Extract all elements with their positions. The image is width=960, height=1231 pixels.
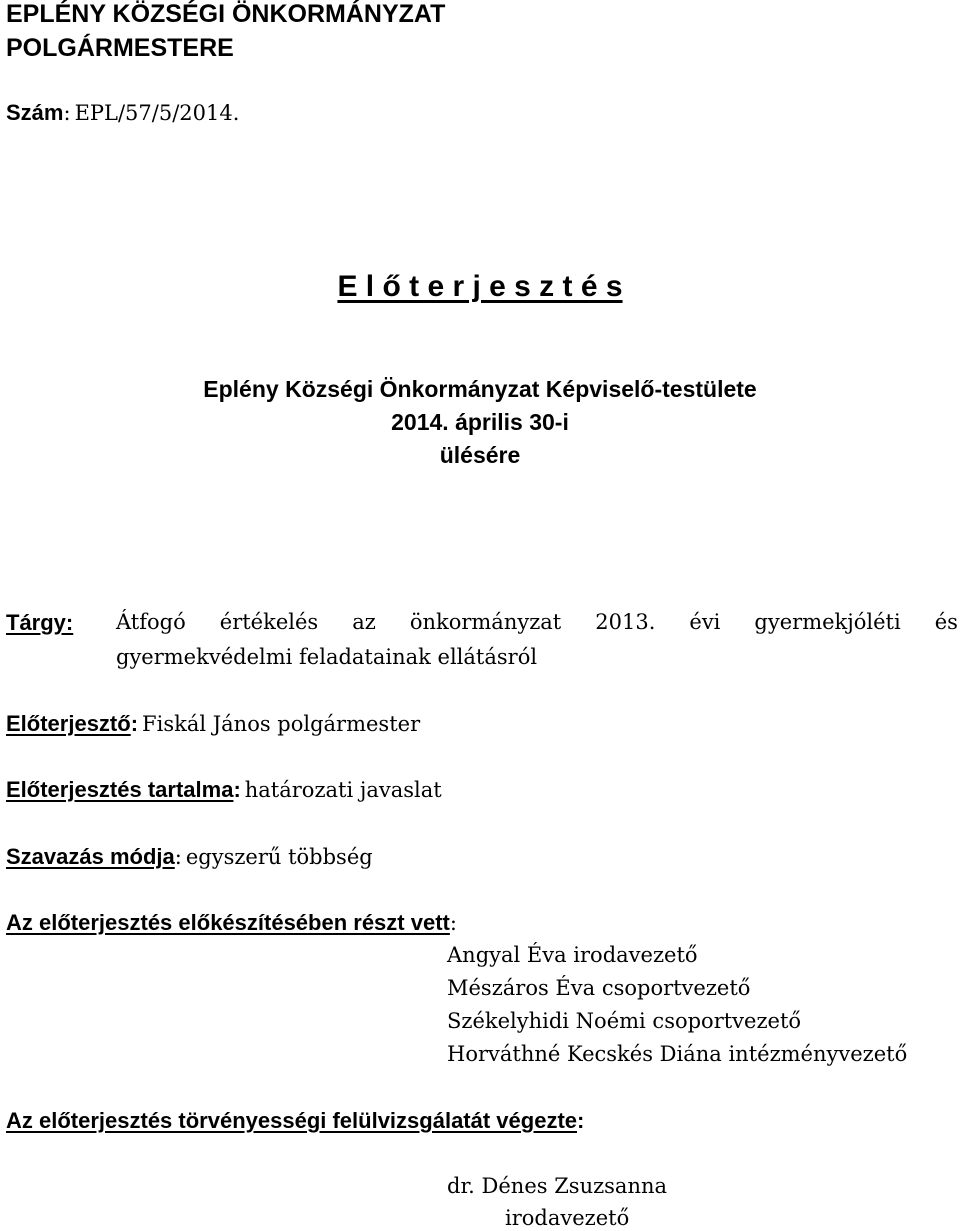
presenter-label: Előterjesztő <box>6 711 131 736</box>
preparer-name: Angyal Éva irodavezető <box>447 943 698 967</box>
reference-value: EPL/57/5/2014. <box>74 101 240 125</box>
content-row <box>6 777 442 803</box>
legal-reviewer-title: irodavezető <box>505 1206 630 1230</box>
preparer-name: Székelyhidi Noémi csoportvezető <box>447 1009 802 1033</box>
content-label: Előterjesztés tartalma <box>6 777 234 802</box>
voting-label: Szavazás módja <box>6 844 175 869</box>
presenter-row <box>6 711 420 737</box>
meeting-session: ülésére <box>439 442 521 468</box>
subject-word: 2013. <box>595 610 656 634</box>
subject-label: Tárgy: <box>6 610 74 635</box>
meeting-body: Eplény Községi Önkormányzat Képviselő-testülete <box>203 376 757 402</box>
subject-word: az <box>352 610 376 634</box>
preparers-heading <box>6 910 457 936</box>
preparers-label: Az előterjesztés előkészítésében részt vett <box>6 910 450 935</box>
preparer-name: Mészáros Éva csoportvezető <box>447 976 751 1000</box>
reference-colon: : <box>63 101 71 125</box>
legal-review-heading <box>6 1108 584 1134</box>
subject-word: értékelés <box>219 610 319 634</box>
presenter-colon: : <box>130 711 139 736</box>
legal-review-colon: : <box>577 1108 585 1133</box>
subject-word: önkormányzat <box>409 610 562 634</box>
document-title: E l ő t e r j e s z t é s <box>337 270 623 303</box>
meeting-date: 2014. április 30-i <box>391 409 569 435</box>
voting-value: egyszerű többség <box>185 845 373 869</box>
presenter-value: Fiskál János polgármester <box>142 712 421 736</box>
content-value: határozati javaslat <box>244 778 442 802</box>
legal-review-label: Az előterjesztés törvényességi felülvizsgálatát végezte <box>6 1108 578 1133</box>
issuer-title: POLGÁRMESTERE <box>6 34 234 62</box>
subject-line-2: gyermekvédelmi feladatainak ellátásról <box>116 645 538 669</box>
voting-row <box>6 844 373 870</box>
issuer-name: EPLÉNY KÖZSÉGI ÖNKORMÁNYZAT <box>6 0 446 28</box>
subject-word: Átfogó <box>116 610 186 634</box>
voting-colon: : <box>174 845 182 869</box>
subject-word: és <box>934 610 958 634</box>
reference-label: Szám <box>6 100 64 125</box>
preparers-colon: : <box>449 911 457 935</box>
subject-word: gyermekjóléti <box>754 610 901 634</box>
preparer-name: Horváthné Kecskés Diána intézményvezető <box>447 1042 908 1066</box>
content-colon: : <box>233 777 241 802</box>
reference-number <box>6 100 239 126</box>
legal-reviewer-name: dr. Dénes Zsuzsanna <box>447 1174 668 1198</box>
subject-word: évi <box>689 610 721 634</box>
subject-line-1 <box>116 610 958 634</box>
